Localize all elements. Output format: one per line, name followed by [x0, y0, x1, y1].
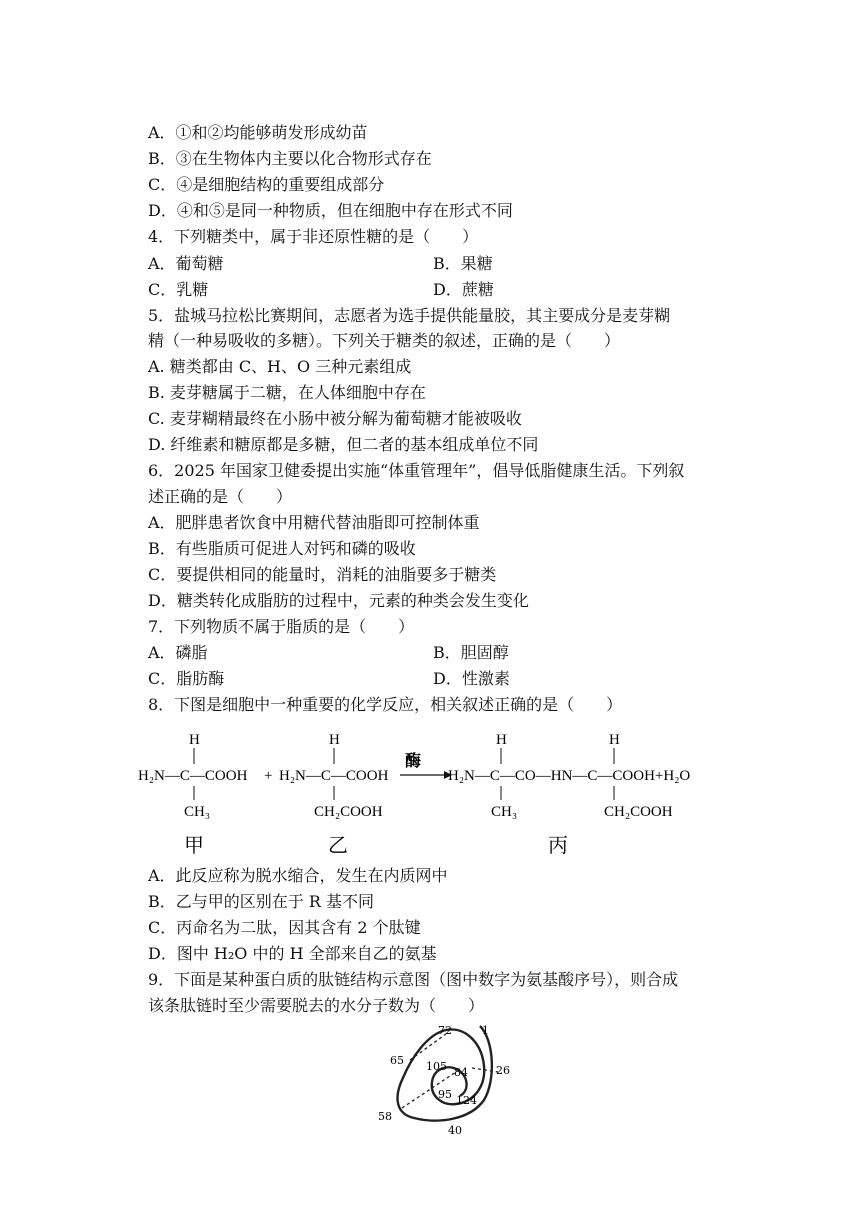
q5-option-a: A. 糖类都由 C、H、O 三种元素组成	[148, 357, 412, 376]
h-atom-jia: H	[189, 732, 200, 748]
q7-option-b: B．胆固醇	[433, 643, 509, 662]
q9-stem-2: 该条肽链时至少需要脱去的水分子数为（ ）	[148, 996, 485, 1015]
q7-stem: 7．下列物质不属于脂质的是（ ）	[148, 617, 415, 636]
q5-option-d: D. 纤维素和糖原都是多糖，但二者的基本组成单位不同	[148, 435, 539, 454]
q6-option-a: A．肥胖患者饮食中用糖代替油脂即可控制体重	[148, 513, 480, 532]
q4-option-a: A．葡萄糖	[148, 254, 224, 273]
h-atom-bing-1: H	[496, 732, 507, 748]
q6-option-d: D．糖类转化成脂肪的过程中，元素的种类会发生变化	[148, 591, 529, 610]
q6-stem-1: 6．2025 年国家卫健委提出实施“体重管理年”，倡导低脂健康生活。下列叙	[148, 461, 685, 480]
amino-acid-yi: H₂N—C—COOH	[279, 768, 389, 784]
residue-1: 1	[482, 1024, 489, 1037]
r-group-yi: CH₂COOH	[314, 804, 383, 820]
q6-option-c: C．要提供相同的能量时，消耗的油脂要多于糖类	[148, 565, 497, 584]
residue-95: 95	[438, 1088, 452, 1101]
q4-option-c: C．乳糖	[148, 280, 209, 299]
residue-124: 124	[456, 1094, 477, 1107]
q8-option-b: B．乙与甲的区别在于 R 基不同	[148, 892, 374, 911]
label-jia: 甲	[184, 835, 204, 857]
q4-option-b: B．果糖	[433, 254, 493, 273]
residue-26: 26	[496, 1064, 510, 1077]
q3-option-a: A．①和②均能够萌发形成幼苗	[148, 123, 368, 142]
residue-84: 84	[454, 1066, 468, 1079]
label-bing: 丙	[548, 835, 568, 857]
q8-option-c: C．丙命名为二肽，因其含有 2 个肽键	[148, 918, 421, 937]
r-group-bing-1: CH₃	[491, 804, 518, 820]
h-atom-bing-2: H	[609, 732, 620, 748]
residue-105: 105	[426, 1060, 447, 1073]
q4-stem: 4．下列糖类中，属于非还原性糖的是（ ）	[148, 227, 479, 246]
residue-72: 72	[438, 1024, 452, 1037]
q8-stem: 8．下图是细胞中一种重要的化学反应，相关叙述正确的是（ ）	[148, 695, 623, 714]
q7-option-c: C．脂肪酶	[148, 669, 225, 688]
q5-option-b: B. 麦芽糖属于二糖，在人体细胞中存在	[148, 383, 426, 402]
q8-option-a: A．此反应称为脱水缩合，发生在内质网中	[148, 866, 448, 885]
amino-acid-jia: H₂N—C—COOH	[138, 768, 248, 784]
q8-option-d: D．图中 H₂O 中的 H 全部来自乙的氨基	[148, 944, 437, 963]
enzyme-label: 酶	[405, 753, 422, 770]
reaction-diagram	[138, 728, 738, 858]
q5-option-c: C. 麦芽糊精最终在小肠中被分解为葡萄糖才能被吸收	[148, 409, 522, 428]
q4-option-d: D．蔗糖	[433, 280, 494, 299]
disulfide-bond	[410, 1034, 446, 1060]
label-yi: 乙	[328, 835, 348, 857]
peptide-chain-path	[398, 1026, 492, 1121]
q3-option-b: B．③在生物体内主要以化合物形式存在	[148, 149, 432, 168]
q5-stem-2: 精（一种易吸收的多糖）。下列关于糖类的叙述，正确的是（ ）	[148, 331, 621, 350]
r-group-bing-2: CH₂COOH	[604, 804, 673, 820]
r-group-jia: CH₃	[184, 804, 211, 820]
q6-option-b: B．有些脂质可促进人对钙和磷的吸收	[148, 539, 416, 558]
q3-option-c: C．④是细胞结构的重要组成部分	[148, 175, 385, 194]
q7-option-a: A．磷脂	[148, 643, 208, 662]
q9-stem-1: 9．下面是某种蛋白质的肽链结构示意图（图中数字为氨基酸序号），则合成	[148, 970, 679, 989]
h-atom-yi: H	[329, 732, 340, 748]
q6-stem-2: 述正确的是（ ）	[148, 487, 293, 506]
q3-option-d: D．④和⑤是同一种物质，但在细胞中存在形式不同	[148, 201, 513, 220]
residue-40: 40	[448, 1124, 462, 1137]
q7-option-d: D．性激素	[433, 669, 510, 688]
plus-sign: +	[264, 768, 273, 784]
peptide-chain-figure	[372, 1020, 532, 1140]
residue-58: 58	[378, 1110, 392, 1123]
q5-stem-1: 5．盐城马拉松比赛期间，志愿者为选手提供能量胶，其主要成分是麦芽糊	[148, 306, 671, 325]
dipeptide-bing: H₂N—C—CO—HN—C—COOH+H₂O	[448, 768, 691, 784]
residue-65: 65	[390, 1054, 404, 1067]
